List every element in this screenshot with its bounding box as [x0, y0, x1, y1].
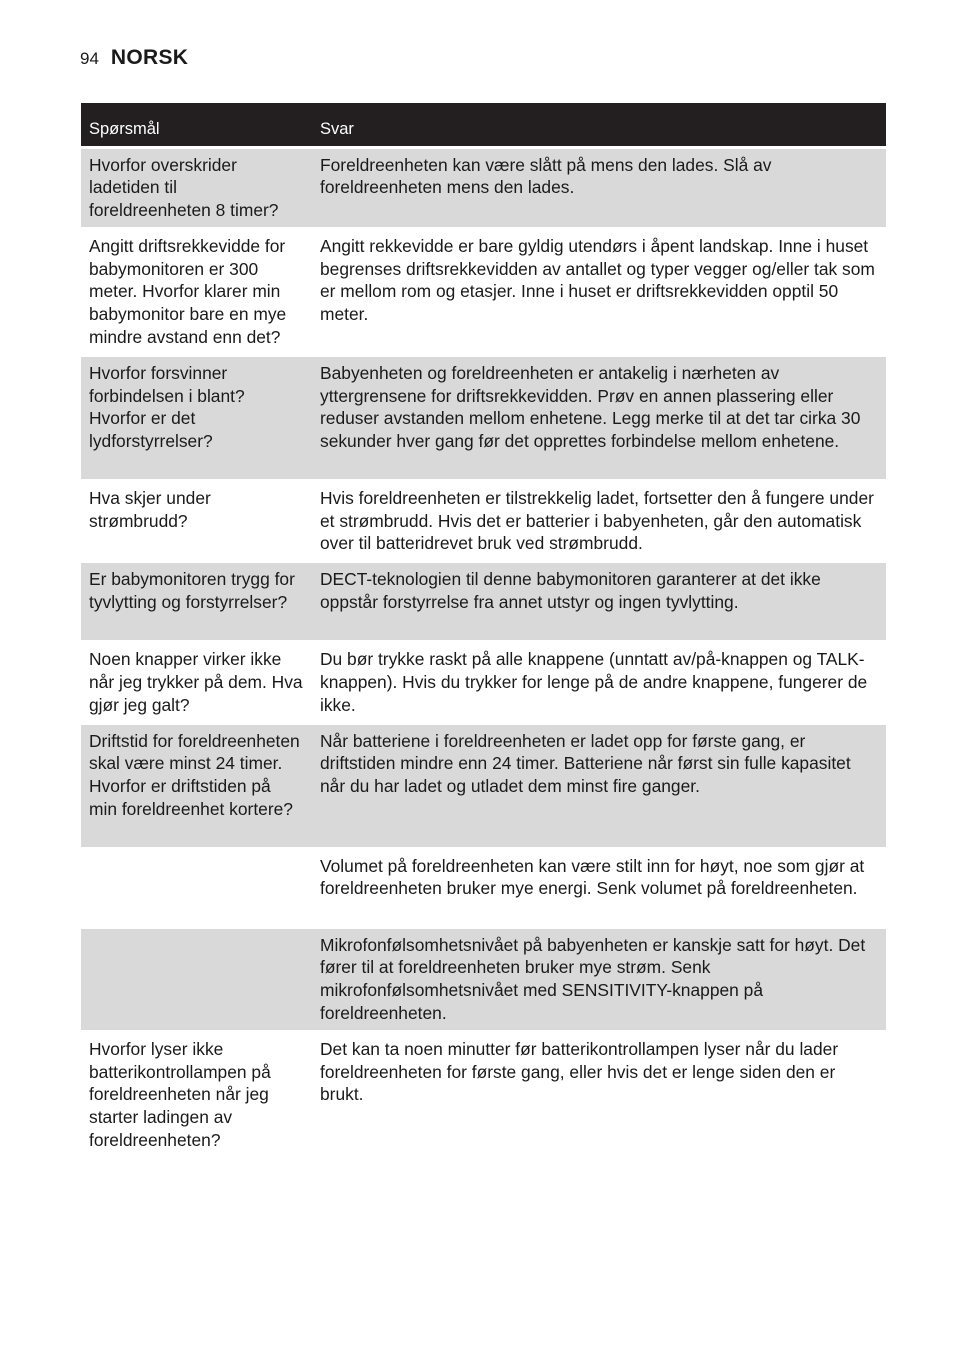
table-row — [81, 723, 886, 848]
section-title: NORSK — [110, 46, 189, 69]
page-header — [80, 46, 188, 76]
answer-cell: DECT-teknologien til denne babymonitoren garanterer at det ikke oppstår forstyrrelse fra annet utstyr og ingen tyvlytting. — [311, 562, 886, 642]
column-header-answer: Svar — [311, 103, 886, 147]
answer-cell: Volumet på foreldreenheten kan være stilt inn for høyt, noe som gjør at foreldreenheten bruker mye energi. Senk volumet på foreldreenheten. — [311, 848, 886, 927]
answer-cell: Hvis foreldreenheten er tilstrekkelig ladet, fortsetter den å fungere under et strømbrudd. Hvis det er batterier i babyenheten, går den automatisk over til batteridrevet bruk ved strømbrudd. — [311, 480, 886, 561]
question-cell: Angitt driftsrekkevidde for babymonitoren er 300 meter. Hvorfor klarer min babymonitor bare en mye mindre avstand enn det? — [81, 228, 311, 355]
table-header-row — [81, 103, 886, 147]
answer-cell: Angitt rekkevidde er bare gyldig utendørs i åpent landskap. Inne i huset begrenses driftsrekkevidden av antallet og typer vegger og/eller tak som er mellom rom og etasjer. Inne i huset er driftsrekkevidden opptil 50 meter. — [311, 228, 886, 355]
question-cell: Noen knapper virker ikke når jeg trykker på dem. Hva gjør jeg galt? — [81, 642, 311, 723]
table-row — [81, 562, 886, 642]
question-cell: Hva skjer under strømbrudd? — [81, 480, 311, 561]
page-number: 94 — [80, 49, 99, 68]
table-row — [81, 355, 886, 480]
answer-cell: Det kan ta noen minutter før batterikontrollampen lyser når du lader foreldreenheten for første gang, eller hvis det er lenge siden den er brukt. — [311, 1031, 886, 1156]
table-row — [81, 848, 886, 927]
question-cell: Hvorfor overskrider ladetiden til foreldreenheten 8 timer? — [81, 147, 311, 228]
column-header-question: Spørsmål — [81, 103, 311, 147]
table-row — [81, 228, 886, 355]
table-row — [81, 480, 886, 561]
question-cell: Driftstid for foreldreenheten skal være minst 24 timer. Hvorfor er driftstiden på min foreldreenhet kortere? — [81, 723, 311, 848]
answer-cell: Foreldreenheten kan være slått på mens den lades. Slå av foreldreenheten mens den lades. — [311, 147, 886, 228]
question-cell: Hvorfor lyser ikke batterikontrollampen på foreldreenheten når jeg starter ladingen av foreldreenheten? — [81, 1031, 311, 1156]
question-cell: Er babymonitoren trygg for tyvlytting og forstyrrelser? — [81, 562, 311, 642]
question-cell: Hvorfor forsvinner forbindelsen i blant? Hvorfor er det lydforstyrrelser? — [81, 355, 311, 480]
table-row — [81, 1031, 886, 1156]
question-cell — [81, 927, 311, 1031]
faq-table — [81, 103, 886, 1157]
table-row — [81, 147, 886, 228]
question-cell — [81, 848, 311, 927]
table-row — [81, 927, 886, 1031]
answer-cell: Du bør trykke raskt på alle knappene (unntatt av/på-knappen og TALK-knappen). Hvis du trykker for lenge på de andre knappene, fungerer de ikke. — [311, 642, 886, 723]
table-row — [81, 642, 886, 723]
answer-cell: Når batteriene i foreldreenheten er ladet opp for første gang, er driftstiden mindre enn 24 timer. Batteriene når først sin fulle kapasitet når du har ladet og utladet dem minst fire ganger. — [311, 723, 886, 848]
answer-cell: Mikrofonfølsomhetsnivået på babyenheten er kanskje satt for høyt. Det fører til at foreldreenheten bruker mye strøm. Senk mikrofonfølsomhetsnivået med SENSITIVITY-knappen på foreldreenheten. — [311, 927, 886, 1031]
answer-cell: Babyenheten og foreldreenheten er antakelig i nærheten av yttergrensene for driftsrekkevidden. Prøv en annen plassering eller reduser avstanden mellom enhetene. Legg merke til at det tar cirka 30 sekunder hver gang før det opprettes forbindelse mellom enhetene. — [311, 355, 886, 480]
